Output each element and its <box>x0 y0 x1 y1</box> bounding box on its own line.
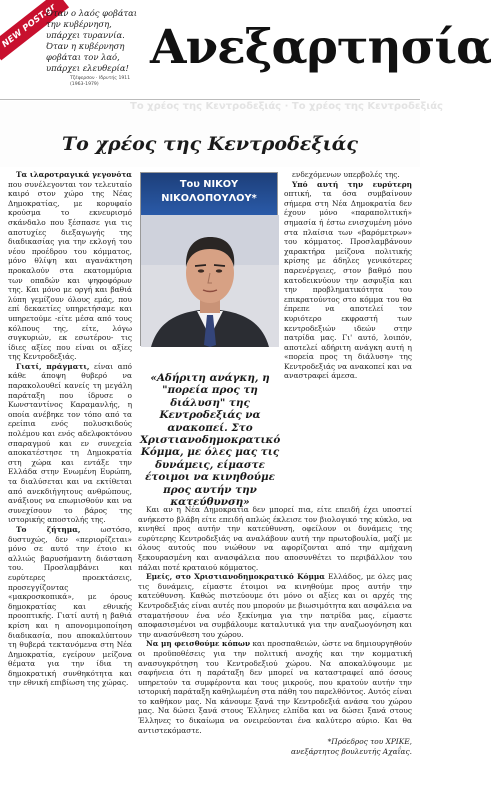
masthead <box>0 0 491 100</box>
bottom-paragraph-1 <box>138 505 412 572</box>
left-column <box>8 170 132 795</box>
band-shadow-text: Το χρέος της Κεντροδεξιάς · Το χρέος της Κεντροδεξιάς <box>130 101 443 112</box>
paragraph-text: οπτική, τα όσα συμβαίνουν σήμερα στη Νέα Δημοκρατία δεν έχουν μόνο «παραπολιτική» σημασία ή έστω ενισχυμένη μόνο στα πλαίσια των «βαρόμετρων» του κόμματος. Προσλαμβάνουν χαρακτήρα μείζονα πολιτικής κρίσης με άδηλες γενικότερες παρενέργειες, στον βαθμό που κατοδεικνύουν την ασφυξία και την προβληματικότητα του επικρατούντος στο κόμμα του θα έπρεπε να αποτελεί τον κυριότερο εκφραστή των κεντροδεξιών ιδεών στην πατρίδα μας. Γι' αυτό, λοιπόν, αποτελεί αδήριτη ανάγκη αυτή η «πορεία προς τη διάλυση» της Κεντροδεξιάς να ανακοπεί και να αναστραφεί άμεσα. <box>284 189 412 381</box>
bottom-column <box>138 505 412 795</box>
paragraph-text: ενδεχόμενων υπερβολές της. <box>292 170 400 179</box>
paragraph-text: Και αν η Νέα Δημοκρατία δεν μπορεί πια, είτε επειδή έχει υποστεί ανήκεστο βλάβη είτε επειδή απλώς έκλεισε τον βιολογικό της κύκλο, να κινηθεί προς αυτήν την κατεύθυνση, οφείλουν οι δυνάμεις της ευρύτερης Κεντροδεξιάς να αναλάβουν αυτή την πρωτοβουλία, μαζί με όλους αυτούς που νιώθουν να αφορίζονται από την αμήχανη ξεκουρασμένη και ανασφάλεια που αποσυνθέτει το περιβάλλον του πάλαι ποτέ κραταιού κόμματος. <box>138 505 412 572</box>
right-paragraph-1 <box>284 170 412 180</box>
author-note-line-1: *Πρόεδρος του ΧΡΙΚΕ, <box>327 737 412 747</box>
author-line-2: ΝΙΚΟΛΟΠΟΥΛΟΥ* <box>161 193 257 204</box>
bottom-paragraph-3 <box>138 639 412 735</box>
author-box <box>140 172 278 346</box>
masthead-motto: Όταν ο λαός φοβάται την κυβέρνηση, υπάρχει τυραννία. Όταν η κυβέρνηση φοβάται τον λαό, υπάρχει ελευθερία! <box>46 8 138 73</box>
ribbon-label: NEW POST.gr <box>0 2 58 50</box>
bottom-paragraph-2 <box>138 572 412 639</box>
paragraph-text: και προσπαθειών, ώστε να δημιουργηθούν οι προϋποθέσεις για την πολιτική ανοχής και την κομματική ανασυγκρότηση του Κεντροδεξιού χώρου. Να αποκαλύψουμε με σαφήνεια ότι η παράταξη δεν μπορεί να καταστραφεί από όσους υπηρετούν τα συμφέροντα και τους μικρούς, που κρατούν αυτήν την ιστορική παράταξη καθηλωμένη στα πάθη του παρελθόντος. Αυτός είναι το καθήκον μας. Να κάνουμε ξανά την Κεντροδεξιά ανάσα του χώρου μας. Να δώσει ξανά στους Έλληνες ελπίδα και να δώσει ξανά στους Έλληνες το δικαίωμα να ονειρεύονται ένα καλύτερο αύριο. Και θα αντιστεκόμαστε. <box>138 639 413 735</box>
right-column <box>284 170 412 500</box>
article-title: Το χρέος της Κεντροδεξιάς <box>62 133 358 155</box>
lead-in: Να μη φεισθούμε κόπων <box>146 639 251 649</box>
author-note-line-2: ανεξάρτητος βουλευτής Αχαΐας. <box>291 746 412 756</box>
right-paragraph-2 <box>284 180 412 381</box>
paragraph-text: που συνέλεγονται τον τελευταίο καιρό στον χώρο της Νέας Δημοκρατίας, με κορυφαίο κρούσμα το εκνευρισμό σκάνδαλο που ξέσπασε για τις αποτυχίες διεξαγωγής της διαδικασίας για την εκλογή του νέου προέδρου του κόμματος, μόνο θλίψη και αγανάκτηση προκαλούν στα εκατομμύρια των οπαδών και ψηφοφόρων της. Και μόνο με οργή και βαθιά λύπη γεμίζουν όλους εμάς, που επί δεκαετίες υπηρετήσαμε και υπηρετούμε -είτε μέσα από τους κόλπους της, είτε, λόγω συγκυριών, εκ εσωτέρου- τις ίδιες αξίες που είναι οι αξίες της Κεντροδεξιάς. <box>8 179 132 362</box>
author-byline <box>141 173 277 215</box>
paragraph-text: Ελλάδος, με όλες μας τις δυνάμεις, είμαστε έτοιμοι να κινηθούμε προς αυτήν την κατεύθυνση. Καθώς πιστεύουμε ότι μόνο οι αξίες και οι αρχές της Κεντροδεξιάς είναι αυτές που μπορούν με βιωσιμότητα και ασφάλεια να σταματήσουν ένα νέο ξεκίνημα για την πατρίδα μας, είμαστε αποφασισμένοι να συμβάλουμε καταλυτικά για την αναζωογόνηση και την ανασύνθεση του χώρου. <box>138 572 412 639</box>
lead-in: Γιατί, πράγματι, <box>16 361 90 371</box>
lead-in: Εμείς, στο Χριστιανοδημοκρατικό Κόμμα <box>146 572 325 582</box>
lead-in: Υπό αυτή την ευρύτερη <box>292 179 412 189</box>
masthead-founder: Τζέφερσον · Ιδρυτής 1911 (1963-1979) <box>70 76 131 87</box>
left-paragraph-2 <box>8 362 132 525</box>
newspaper-logo: Ανεξαρτησία <box>150 20 491 75</box>
left-paragraph-1 <box>8 170 132 362</box>
lead-in: Το ζήτημα, <box>16 524 81 534</box>
author-note <box>138 737 412 756</box>
lead-in: Τα ιλαροτραγικά γεγονότα <box>16 170 132 179</box>
paragraph-text: ωστόσο, δυστυχώς, δεν «περιορίζεται» μόνο σε αυτό την έτοιο κι αλλιώς βαρυσήμαντη διάσταση του. Προσλαμβάνει και ευρύτερες προεκτάσεις, προσεγγίζοντας «μακροσκοπικά», με όρους δημοκρατίας και εθνικής προοπτικής. Γιατί αυτή η βαθιά κρίση και η απονομιμοποίηση διαδικασία, που αποκαλύπτουν τη θυβερά τεκτανόμενα στη Νέα Δημοκρατία, εγείρουν μείζονα θέματα για την ίδια τη δημοκρατική συνθηκότητα και την εθνική επιβίωση της χώρας. <box>8 524 132 688</box>
author-line-1: Του ΝΙΚΟΥ <box>179 179 239 190</box>
pull-quote: «Αδήριτη ανάγκη, η "πορεία προς τη διάλυση" της Κεντροδεξιάς να ανακοπεί. Στο Χριστιανοδημοκρατικό Κόμμα, με όλες μας τις δυνάμεις, είμαστε έτοιμοι να κινηθούμε προς αυτήν την κατεύθυνση» <box>140 372 281 509</box>
title-band <box>0 101 443 167</box>
paragraph-text: είναι από κάθε άποψη θυβερό να παρακολουθεί κανείς τη μεγάλη παράταξη που ίδρυσε ο Κωνσταντίνος Καραμανλής, η οποία ανέβηκε τον τόπο από τα ερείπια ενός πολυσκιδούς πολέμου και ενός αδελφοκτόνου σπαραγμού και εν συνεχεία αποκατέστησε τη Δημοκρατία στη χώρα και εντάξε την Ελλάδα στην Ενωμένη Ευρώπη, τα διαλύσεται και να εκτίθεται από ανεκδιήγητους ανθρώπους, ανάξιους να επωμισθούν και να συνεχίσουν το βάρος της ιστορικής αποστολής της. <box>8 361 132 525</box>
author-portrait <box>141 215 279 347</box>
left-paragraph-3 <box>8 525 132 688</box>
